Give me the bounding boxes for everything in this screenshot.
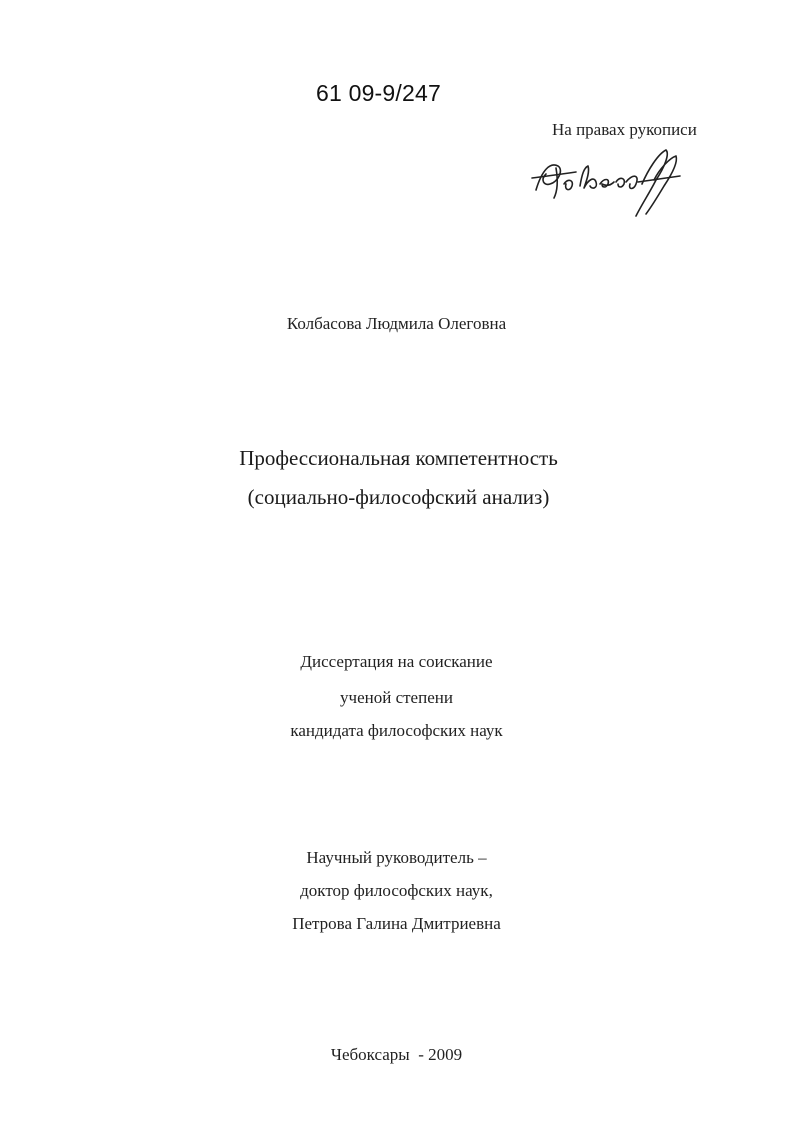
signature-stroke: [564, 180, 572, 189]
degree-line: кандидата философских наук: [290, 721, 503, 740]
catalog-number: 61 09-9/247: [316, 80, 441, 106]
thesis-title: Профессиональная компетентность: [239, 446, 558, 470]
signature-stroke: [646, 156, 676, 214]
city-year: Чебоксары - 2009: [330, 1045, 463, 1064]
signature-stroke: [580, 166, 596, 188]
signature-stroke: [554, 168, 557, 198]
supervisor-name: Петрова Галина Дмитриевна: [292, 914, 501, 933]
degree-line: ученой степени: [340, 688, 453, 707]
signature-stroke: [600, 180, 614, 188]
supervisor-label: Научный руководитель –: [306, 848, 487, 867]
manuscript-note: На правах рукописи: [552, 120, 697, 139]
author-name: Колбасова Людмила Олеговна: [286, 314, 507, 333]
degree-line: Диссертация на соискание: [300, 652, 493, 671]
signature-stroke: [626, 176, 637, 188]
handwritten-signature: [528, 140, 688, 220]
thesis-subtitle: (социально-философский анализ): [247, 485, 550, 509]
signature-stroke: [532, 172, 576, 178]
supervisor-degree: доктор философских наук,: [300, 881, 493, 900]
signature-stroke: [616, 178, 624, 187]
